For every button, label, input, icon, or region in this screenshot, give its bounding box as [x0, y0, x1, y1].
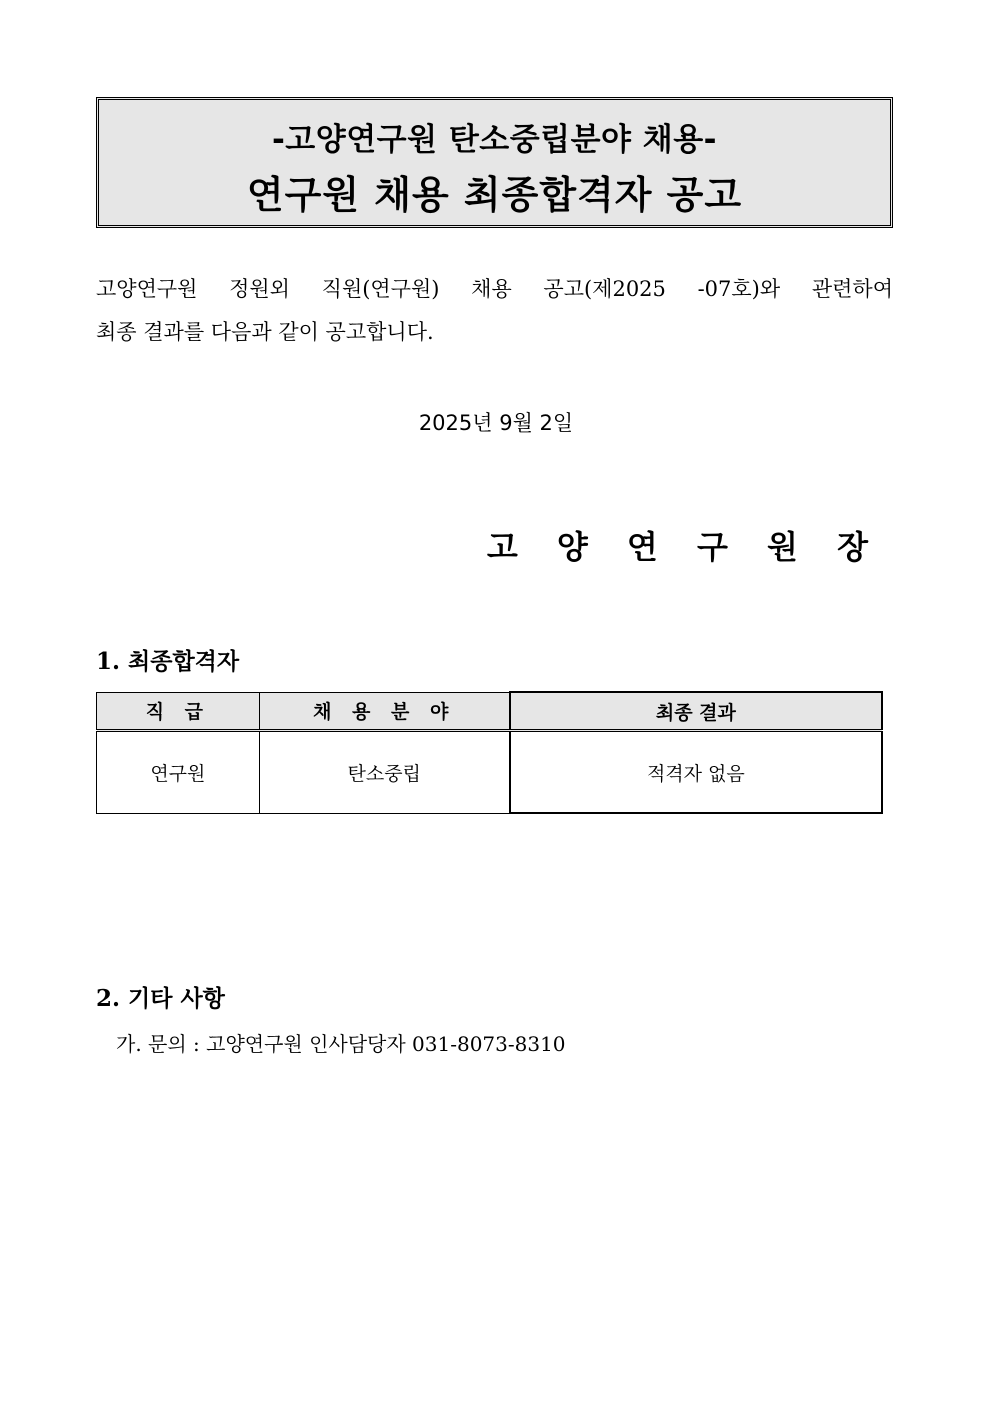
document-title: 연구원 채용 최종합격자 공고	[246, 173, 743, 217]
cell-rank: 연구원	[97, 731, 260, 814]
intro-line-2: 최종 결과를 다음과 같이 공고합니다.	[96, 320, 434, 344]
title-box	[96, 97, 893, 228]
intro-paragraph	[96, 268, 893, 354]
table-row	[97, 731, 883, 814]
final-result-table	[96, 691, 883, 814]
column-header-field: 채 용 분 야	[259, 692, 510, 731]
document-subtitle: -고양연구원 탄소중립분야 채용-	[271, 122, 718, 158]
column-header-result: 최종 결과	[510, 692, 882, 731]
intro-line-1: 고양연구원 정원외 직원(연구원) 채용 공고(제2025 -07호)와 관련하여	[96, 277, 893, 301]
announcement-date: 2025년 9월 2일	[418, 411, 574, 435]
signer-name: 고 양 연 구 원 장	[486, 528, 882, 566]
contact-info: 가. 문의 : 고양연구원 인사담당자 031-8073-8310	[116, 1032, 566, 1056]
column-header-rank: 직 급	[97, 692, 260, 731]
section-1-heading: 1. 최종합격자	[96, 648, 240, 675]
section-2-heading: 2. 기타 사항	[96, 985, 225, 1012]
table-header-row	[97, 692, 883, 731]
cell-field: 탄소중립	[259, 731, 510, 814]
cell-result: 적격자 없음	[510, 731, 882, 814]
